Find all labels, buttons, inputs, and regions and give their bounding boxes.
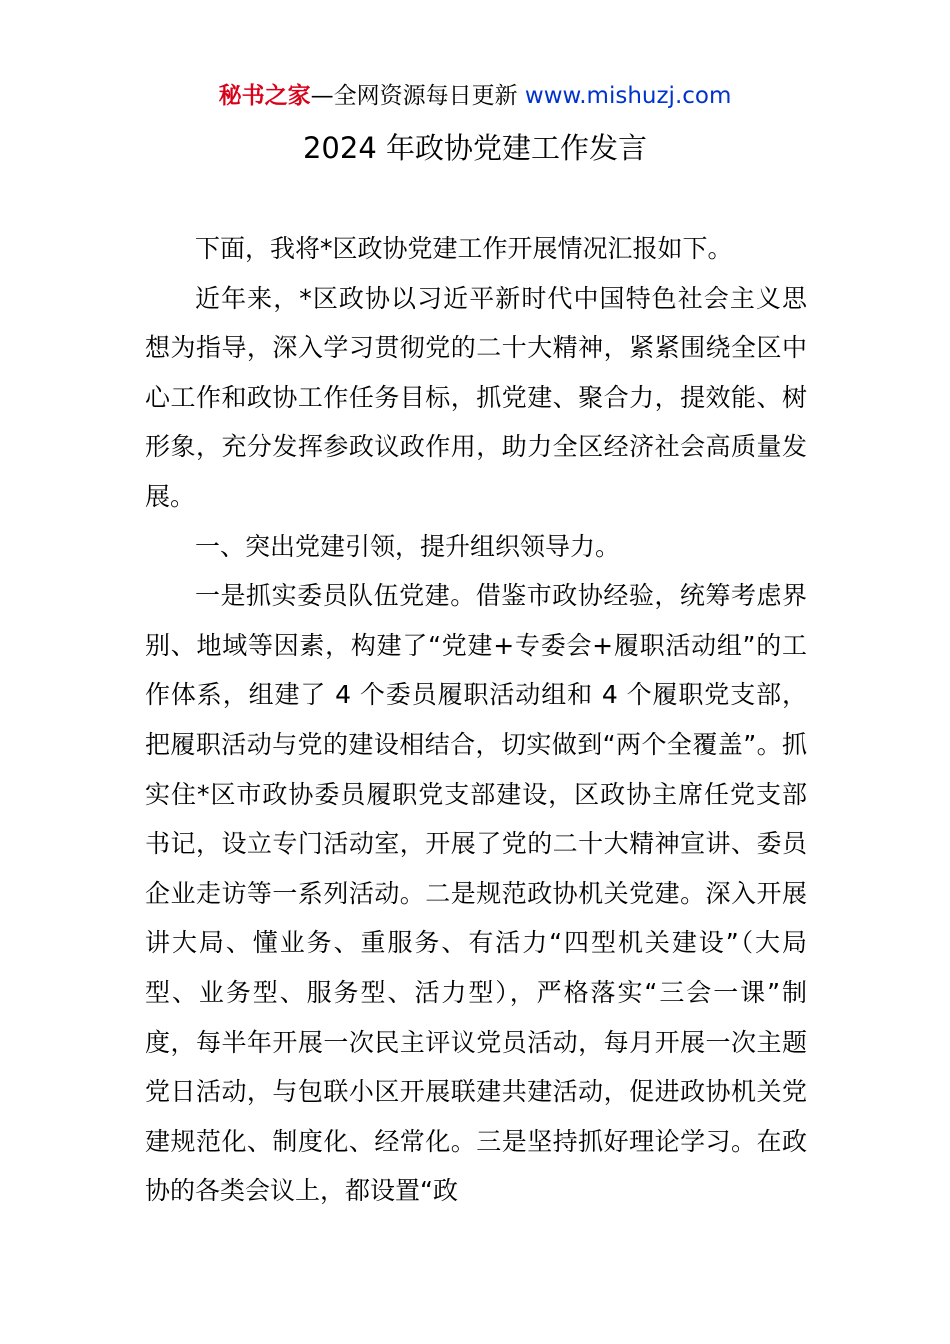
paragraph-intro: 下面，我将*区政协党建工作开展情况汇报如下。 bbox=[195, 234, 733, 263]
document-title: 2024 年政协党建工作发言 bbox=[302, 131, 648, 165]
brand-name: 秘书之家 bbox=[218, 83, 311, 109]
paragraph-section-1: 一是抓实委员队伍党建。借鉴市政协经验，统筹考虑界别、地域等因素，构建了“党建+专委会+履职活动组”的工作体系，组建了 4 个委员履职活动组和 4 个履职党支部，把履职活动与党的建设相结合，切实做到“两个全覆盖”。抓实住*区市政协委员履职党支部建设，区政协主席任党支部书记，设立专门活动室，开展了党的二十大精神宣讲、委员企业走访等一系列活动。二是规范政协机关党建。深入开展讲大局、懂业务、重服务、有活力“四型机关建设”（大局型、业务型、服务型、活力型），严格落实“三会一课”制度，每半年开展一次民主评议党员活动，每月开展一次主题党日活动，与包联小区开展联建共建活动，促进政协机关党建规范化、制度化、经常化。三是坚持抓好理论学习。在政协的各类会议上，都设置“政 bbox=[145, 581, 807, 1206]
site-header bbox=[0, 80, 950, 112]
paragraph-overview: 近年来，*区政协以习近平新时代中国特色社会主义思想为指导，深入学习贯彻党的二十大精神，紧紧围绕全区中心工作和政协工作任务目标，抓党建、聚合力，提效能、树形象，充分发挥参政议政作用，助力全区经济社会高质量发展。 bbox=[145, 283, 807, 511]
section-heading: 一、突出党建引领，提升组织领导力。 bbox=[195, 531, 621, 561]
header-tagline: —全网资源每日更新 bbox=[310, 83, 525, 109]
site-url: www.mishuzj.com bbox=[524, 83, 732, 109]
document-body bbox=[145, 224, 807, 1216]
